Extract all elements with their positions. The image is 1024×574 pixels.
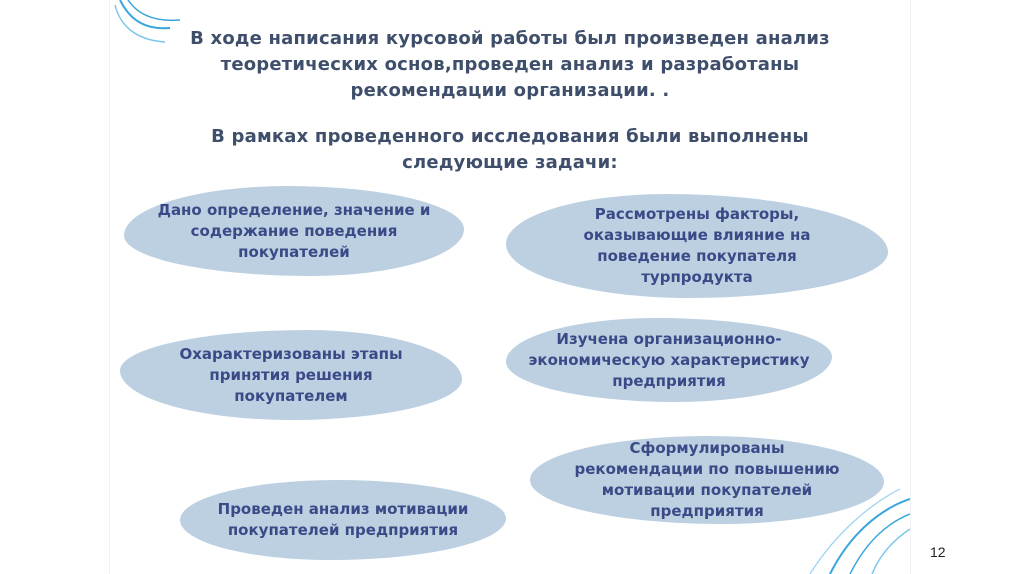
task-text: Сформулированы рекомендации по повышению мотивации покупателей предприятия — [574, 439, 840, 520]
task-text: Проведен анализ мотивации покупателей предприятия — [217, 500, 469, 539]
task-blob-motivation-analysis — [180, 480, 506, 560]
task-text: Охарактеризованы этапы принятия решения покупателем — [179, 344, 403, 405]
wave-decoration-bottom — [800, 479, 910, 574]
task-text: Изучена организационно- экономическую характеристику предприятия — [528, 329, 810, 390]
task-text: Рассмотрены факторы, оказывающие влияние на поведение покупателя турпродукта — [583, 205, 811, 286]
task-blob-definition — [124, 186, 464, 276]
page-number: 12 — [930, 544, 946, 560]
intro-heading: В ходе написания курсовой работы был произведен анализ теоретических основ,проведен анализ и разработаны рекомендации организации. . — [190, 28, 830, 101]
tasks-heading: В рамках проведенного исследования были выполнены следующие задачи: — [211, 126, 809, 173]
task-blob-decision-stages — [120, 330, 462, 420]
task-text: Дано определение, значение и содержание поведения покупателей — [157, 200, 431, 261]
task-blob-factors — [506, 194, 888, 298]
slide — [110, 0, 910, 574]
task-blob-org-economic — [506, 318, 832, 402]
